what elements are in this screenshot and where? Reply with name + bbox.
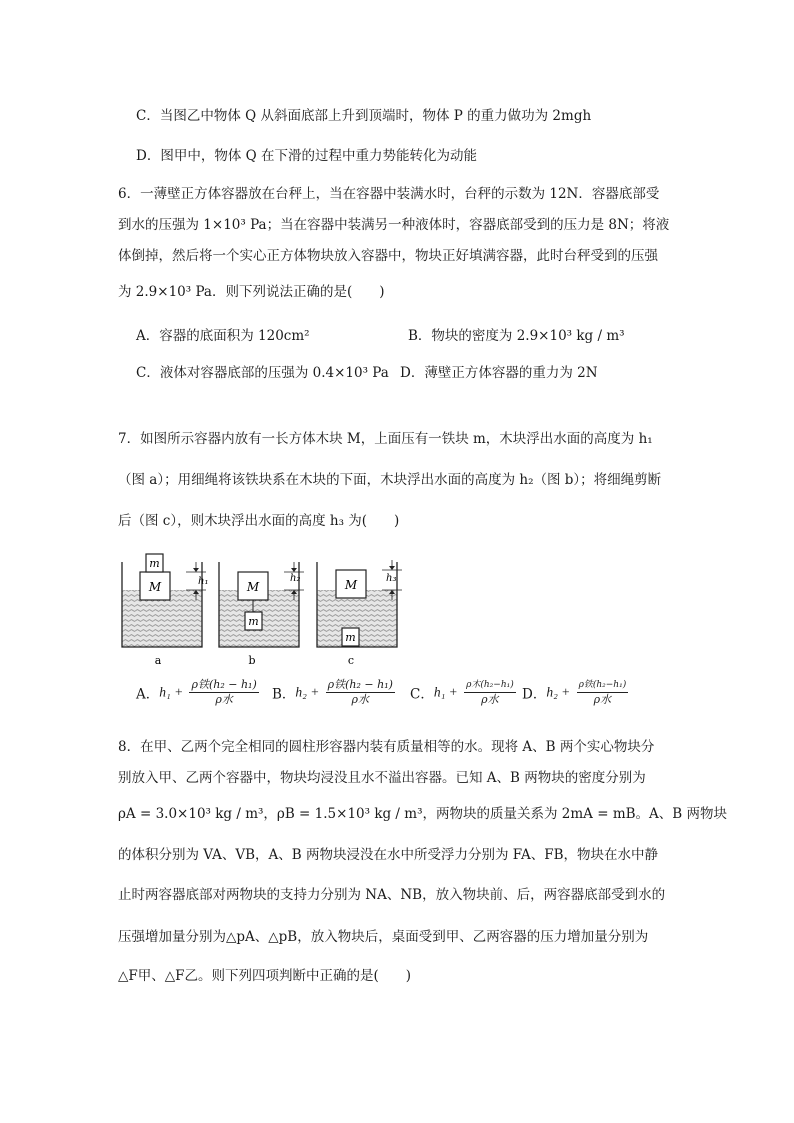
q6-stem-line-1: 6．一薄壁正方体容器放在台秤上，当在容器中装满水时，台秤的示数为 12N．容器底部受 xyxy=(118,186,660,202)
q7-option-c: C．h₁ + $\frac{\text{ρ木(h₂−h₁)}}{\text{ρ水}}$ xyxy=(410,680,514,706)
container-b xyxy=(219,562,304,667)
q8-stem-line-4: 的体积分别为 VA、VB，A、B 两物块浸没在水中所受浮力分别为 FA、FB，物块在水中静 xyxy=(118,847,659,863)
q6-stem-line-2: 到水的压强为 1×10³ Pa；当在容器中装满另一种液体时，容器底部受到的压力是 8N；将液 xyxy=(118,217,670,233)
q6-stem-line-4: 为 2.9×10³ Pa．则下列说法正确的是( ) xyxy=(118,284,385,300)
container-c xyxy=(317,560,402,667)
q5-option-d: D．图甲中，物体 Q 在下滑的过程中重力势能转化为动能 xyxy=(136,148,477,164)
container-a xyxy=(122,554,208,667)
caption-b: b xyxy=(248,654,256,667)
q8-stem-line-6: 压强增加量分别为△pA、△pB，放入物块后，桌面受到甲、乙两容器的压力增加量分别为 xyxy=(118,929,649,945)
label-M-b: M xyxy=(246,580,260,594)
q7-figure xyxy=(118,548,408,670)
caption-a: a xyxy=(154,654,162,667)
q6-option-b: B．物块的密度为 2.9×10³ kg / m³ xyxy=(408,328,625,344)
q8-stem-line-3: ρA = 3.0×10³ kg / m³，ρB = 1.5×10³ kg / m³，两物块的质量关系为 2mA = mB。A、B 两物块 xyxy=(118,806,727,822)
q7-figure-svg xyxy=(118,548,408,670)
q8-stem-line-1: 8．在甲、乙两个完全相同的圆柱形容器内装有质量相等的水。现将 A、B 两个实心物块分 xyxy=(118,739,655,755)
label-m-c: m xyxy=(345,631,356,644)
label-h2: h₂ xyxy=(290,573,301,584)
label-M-a: M xyxy=(148,580,162,594)
q8-stem-line-7: △F甲、△F乙。则下列四项判断中正确的是( ) xyxy=(118,968,412,984)
label-m-b: m xyxy=(248,615,259,628)
q7-option-b: B．h₂ + $\frac{\text{ρ铁(h₂ − h₁)}}{\text{ρ水}}$ xyxy=(272,678,393,706)
q7-option-d: D．h₂ + $\frac{\text{ρ铁(h₂−h₁)}}{\text{ρ水}}$ xyxy=(522,680,627,706)
q6-stem-line-3: 体倒掉，然后将一个实心正方体物块放入容器中，物块正好填满容器，此时台秤受到的压强 xyxy=(118,248,658,264)
q8-stem-line-5: 止时两容器底部对两物块的支持力分别为 NA、NB，放入物块前、后，两容器底部受到水的 xyxy=(118,887,666,903)
q5-option-c: C．当图乙中物体 Q 从斜面底部上升到顶端时，物体 P 的重力做功为 2mgh xyxy=(136,108,592,124)
label-h3: h₃ xyxy=(386,573,397,584)
label-M-c: M xyxy=(344,578,358,592)
q7-stem-line-2: （图 a）；用细绳将该铁块系在木块的下面，木块浮出水面的高度为 h₂（图 b）；将细绳剪断 xyxy=(118,472,662,488)
q7-stem-line-1: 7．如图所示容器内放有一长方体木块 M，上面压有一铁块 m，木块浮出水面的高度为 h₁ xyxy=(118,431,653,447)
label-h1: h₁ xyxy=(198,576,209,587)
q7-option-a: A．h₁ + $\frac{\text{ρ铁(h₂ − h₁)}}{\text{ρ水}}$ xyxy=(136,678,257,706)
q6-option-c: C．液体对容器底部的压强为 0.4×10³ Pa xyxy=(136,365,389,381)
caption-c: c xyxy=(347,654,355,667)
q8-stem-line-2: 别放入甲、乙两个容器中，物块均浸没且水不溢出容器。已知 A、B 两物块的密度分别为 xyxy=(118,770,646,786)
label-m-a: m xyxy=(149,557,160,570)
q7-stem-line-3: 后（图 c），则木块浮出水面的高度 h₃ 为( ) xyxy=(118,513,400,529)
q6-option-a: A．容器的底面积为 120cm² xyxy=(136,328,310,344)
q6-option-d: D．薄壁正方体容器的重力为 2N xyxy=(400,365,598,381)
